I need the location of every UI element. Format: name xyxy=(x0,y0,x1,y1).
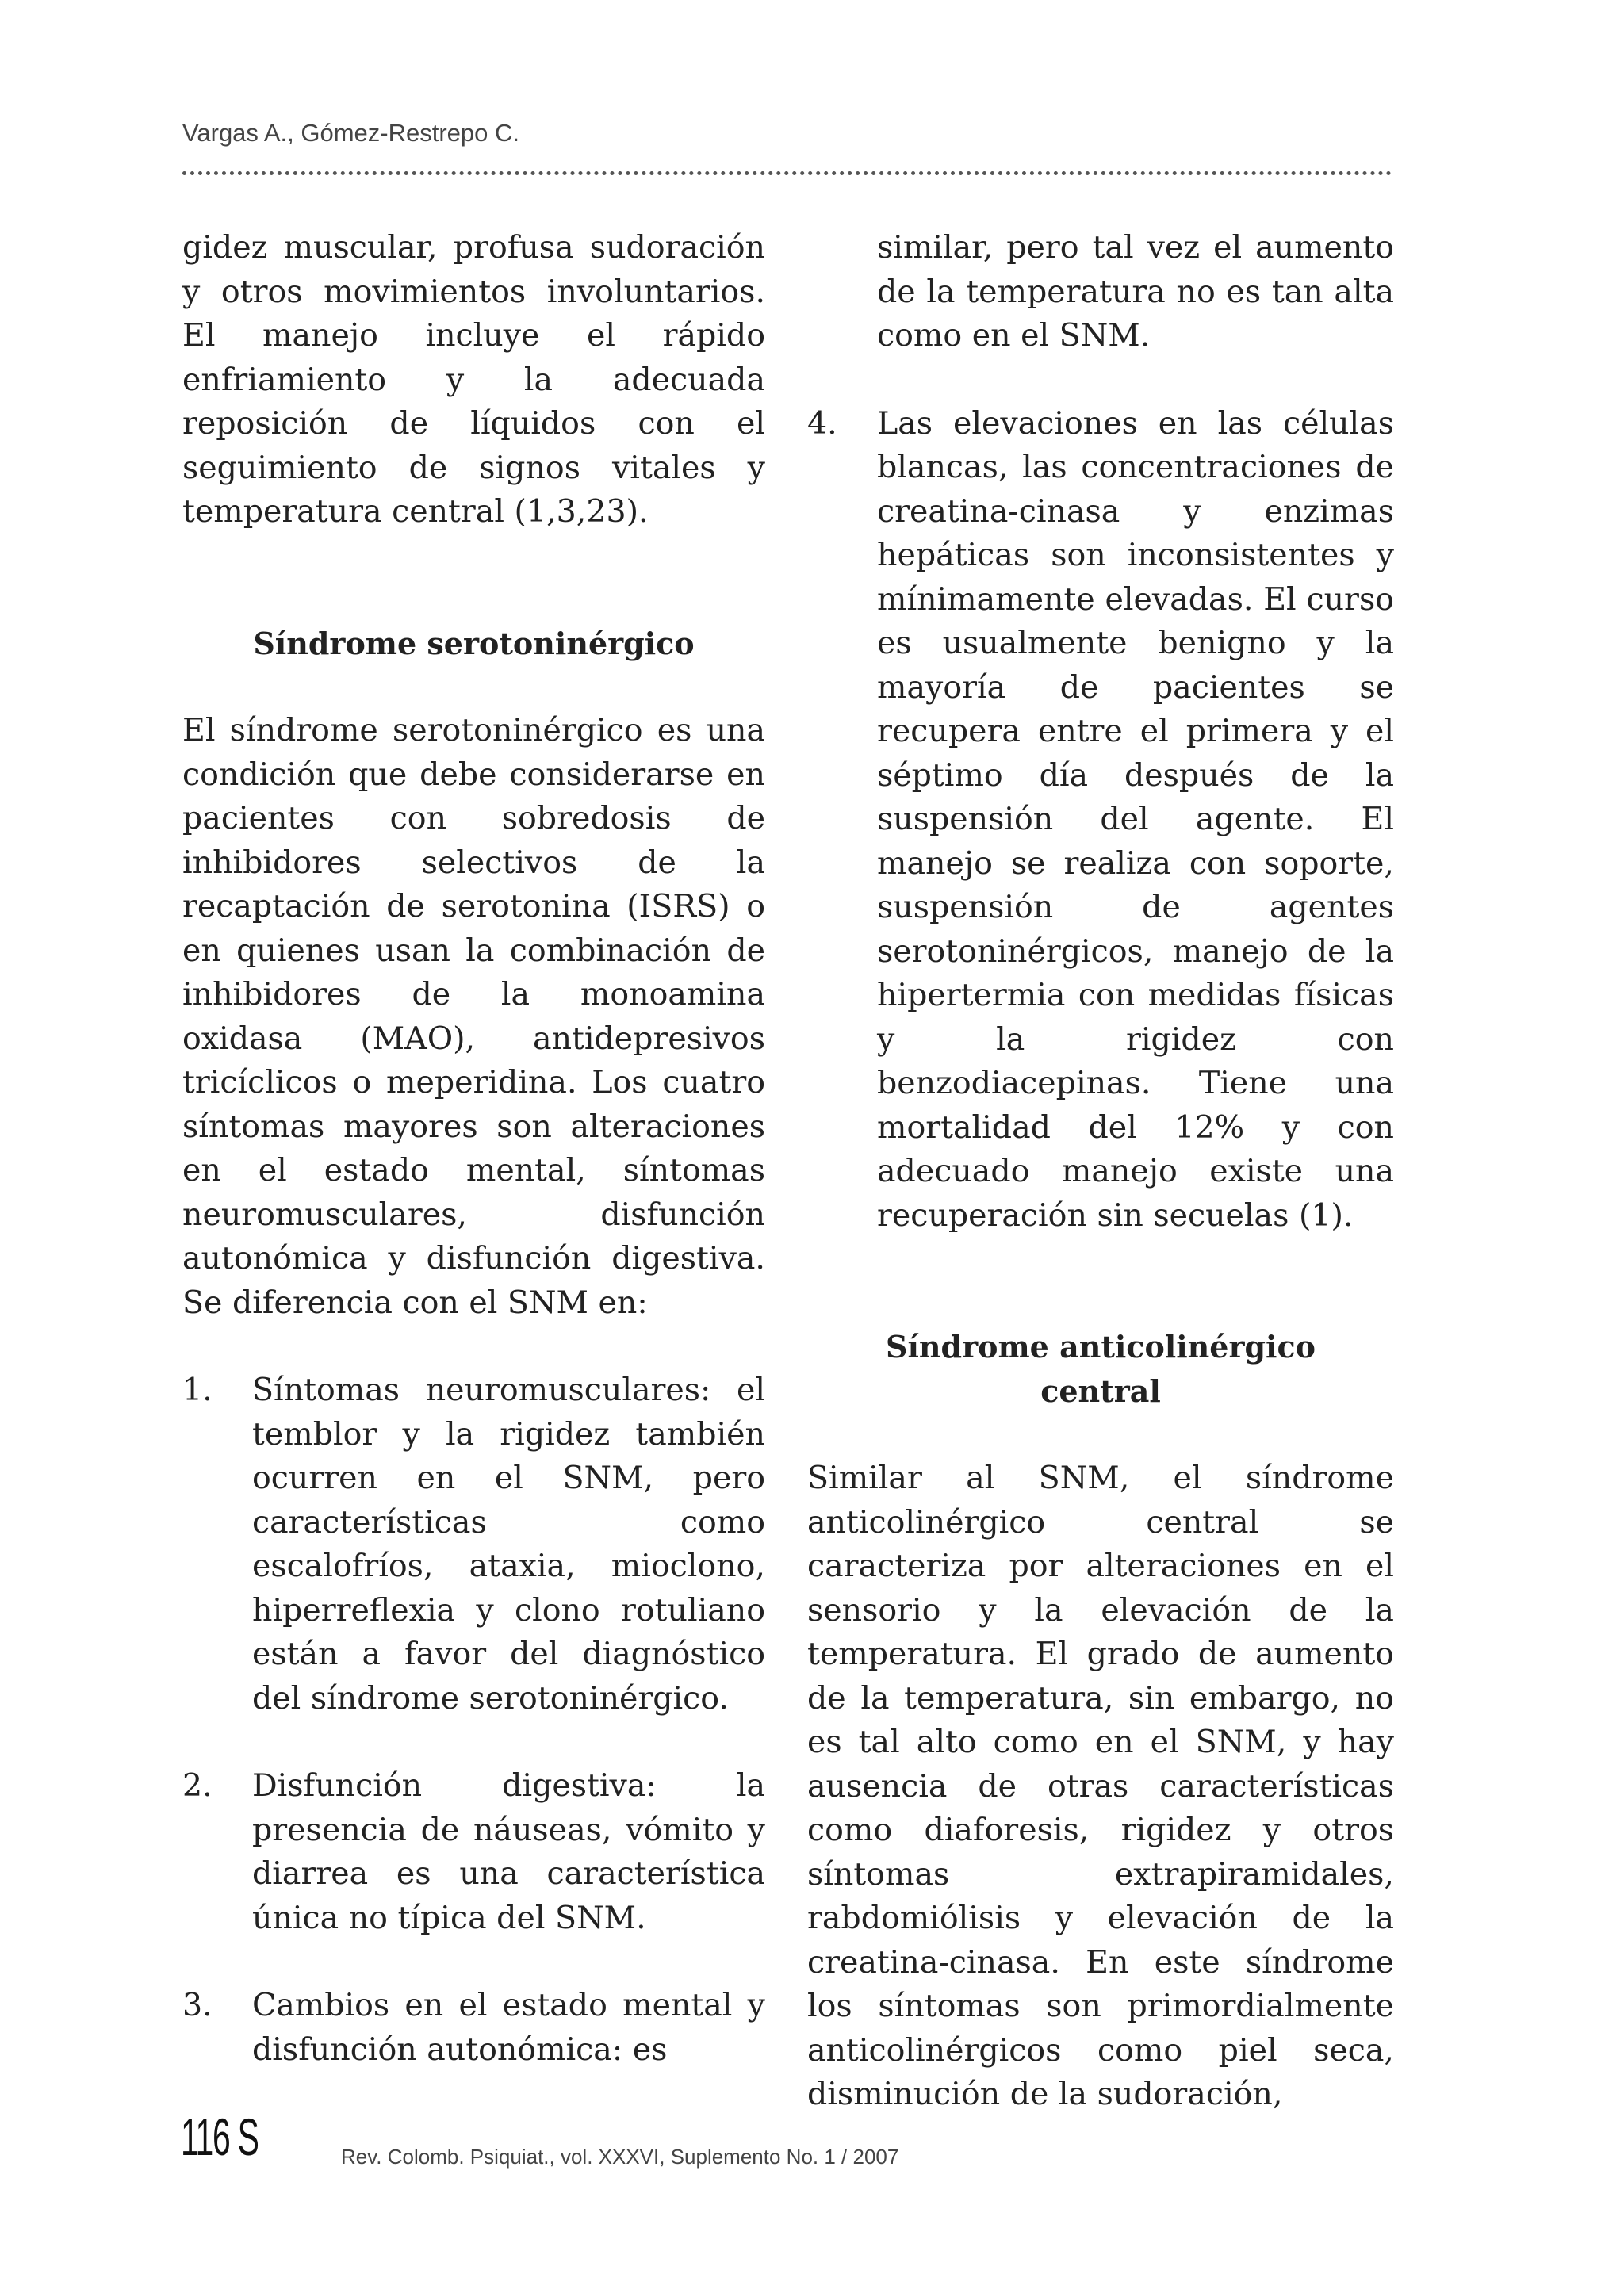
journal-citation: Rev. Colomb. Psiquiat., vol. XXXVI, Suplemento No. 1 / 2007 xyxy=(341,2145,899,2169)
list-item-text: Las elevaciones en las células blancas, las concentraciones de creatina-cinasa y enzimas hepáticas son inconsistentes y mínimamente elevadas. El curso es usualmente benigno y la mayoría de pacientes se recupera entre el primera y el séptimo día después de la suspensión del agente. El manejo se realiza con soporte, suspensión de agentes serotoninérgicos, manejo de la hipertermia con medidas físicas y la rigidez con benzodiacepinas. Tiene una mortalidad del 12% y con adecuado manejo existe una recuperación sin secuelas (1). xyxy=(877,404,1394,1234)
list-item xyxy=(182,1984,765,2072)
list-item xyxy=(807,402,1394,1238)
serotonergic-paragraph: El síndrome serotoninérgico es una condición que debe considerarse en pacientes con sobredosis de inhibidores selectivos de la recaptación de serotonina (ISRS) o en quienes usan la combinación de inhibidores de la monoamina oxidasa (MAO), antidepresivos tricíclicos o meperidina. Los cuatro síntomas mayores son alteraciones en el estado mental, síntomas neuromusculares, disfunción autonómica y disfunción digestiva. Se diferencia con el SNM en: xyxy=(182,712,765,1321)
list-item-number: 2. xyxy=(182,1767,213,1804)
left-column xyxy=(182,226,765,2072)
list-item-number: 1. xyxy=(182,1372,213,1408)
anticholinergic-paragraph: Similar al SNM, el síndrome anticolinérgico central se caracteriza por alteraciones en el sensorio y la elevación de la temperatura. El grado de aumento de la temperatura, sin embargo, no es tal alto como en el SNM, y hay ausencia de otras características como diaforesis, rigidez y otros síntomas extrapiramidales, rabdomiólisis y elevación de la creatina-cinasa. En este síndrome los síntomas son primordialmente anticolinérgicos como piel seca, disminución de la sudoración, xyxy=(807,1460,1394,2112)
intro-paragraph: gidez muscular, profusa sudoración y otros movimientos involuntarios. El manejo incluye el rápido enfriamiento y la adecuada reposición de líquidos con el seguimiento de signos vitales y temperatura central (1,3,23). xyxy=(182,229,765,530)
list-item xyxy=(182,1764,765,1940)
differences-list xyxy=(182,1369,765,2072)
section-heading-anticholinergic xyxy=(807,1325,1394,1413)
list-item-number: 4. xyxy=(807,404,837,442)
list-item-text: Disfunción digestiva: la presencia de náuseas, vómito y diarrea es una característica única no típica del SNM. xyxy=(252,1767,765,1936)
list-item-number: 3. xyxy=(182,1987,213,2023)
list-item-text: Cambios en el estado mental y disfunción autonómica: es xyxy=(252,1987,765,2068)
heading-line-1: Síndrome anticolinérgico xyxy=(886,1329,1316,1365)
differences-list-continued xyxy=(807,402,1394,1238)
running-head: Vargas A., Gómez-Restrepo C. xyxy=(182,119,519,147)
continued-text: similar, pero tal vez el aumento de la temperatura no es tan alta como en el SNM. xyxy=(877,229,1394,354)
list-item xyxy=(182,1369,765,1721)
heading-line-2: central xyxy=(1040,1372,1161,1409)
right-column xyxy=(807,226,1394,2117)
list-item-text: Síntomas neuromusculares: el temblor y la rigidez también ocurren en el SNM, pero características como escalofríos, ataxia, mioclono, hiperreflexia y clono rotuliano están a favor del diagnóstico del síndrome serotoninérgico. xyxy=(252,1372,765,1717)
header-dotted-rule xyxy=(182,171,1392,175)
section-heading-serotonergic: Síndrome serotoninérgico xyxy=(253,625,695,661)
page-number: 116 S xyxy=(181,2107,259,2166)
